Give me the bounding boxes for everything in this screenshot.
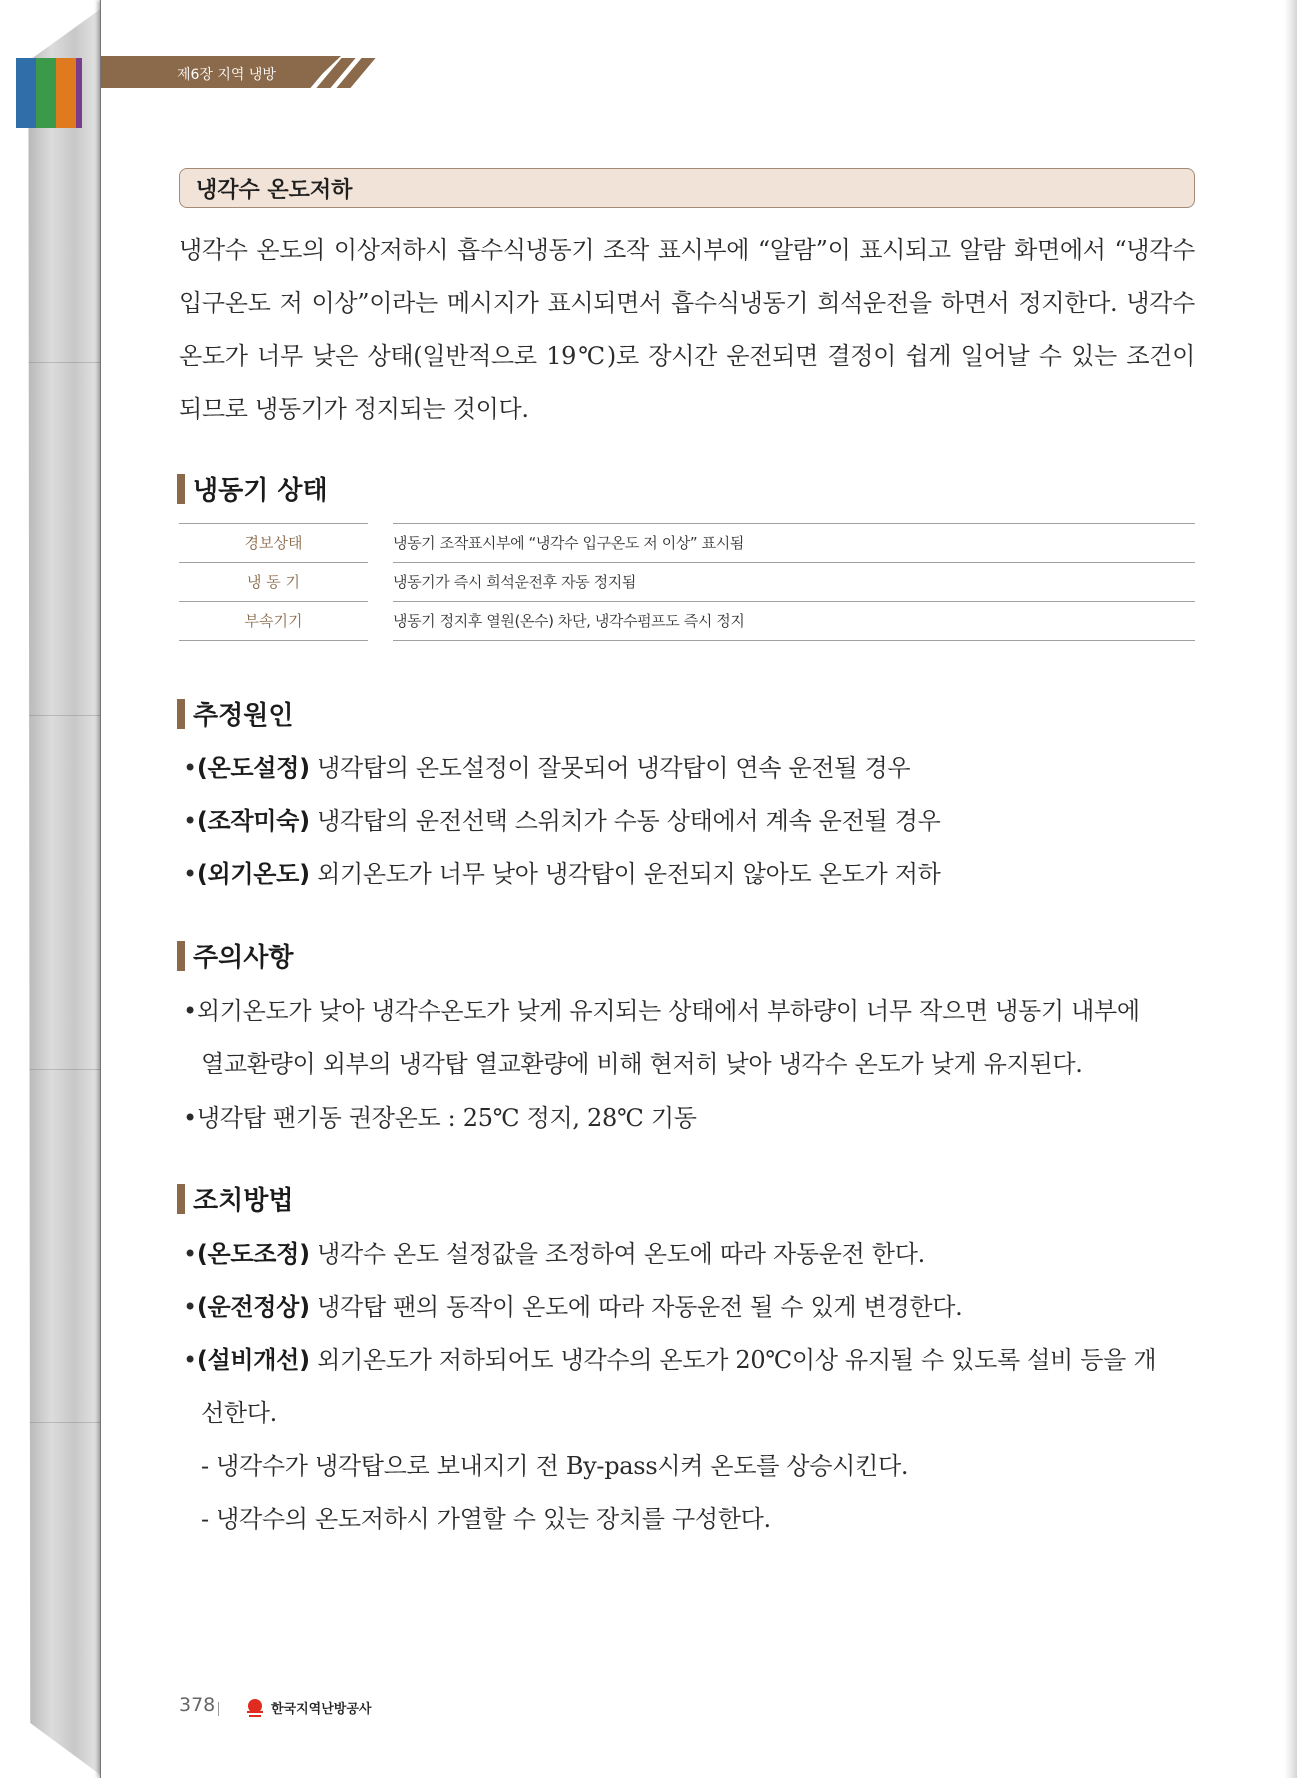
heading-chiller-status: 냉동기 상태 [177, 470, 328, 507]
table-row [179, 601, 1195, 640]
bullet-dot: • [183, 1293, 197, 1321]
bullet-dot: • [183, 860, 197, 888]
status-value: 냉동기 조작표시부에 “냉각수 입구온도 저 이상” 표시됨 [393, 523, 1195, 562]
kdhc-logo-icon [244, 1697, 266, 1719]
bullet-tag: (운전정상) [196, 1293, 310, 1321]
list-item [183, 1228, 1195, 1281]
bullet-tag: (온도조정) [196, 1240, 310, 1268]
bullet-dot: • [183, 754, 197, 782]
list-item [183, 1334, 1195, 1440]
status-label: 냉 동 기 [179, 562, 368, 601]
bullet-text: 냉각탑의 온도설정이 잘못되어 냉각탑이 연속 운전될 경우 [309, 754, 911, 782]
heading-countermeasures: 조치방법 [177, 1180, 293, 1217]
status-table [179, 523, 1195, 640]
document-page [100, 0, 1297, 1778]
table-rule [179, 640, 368, 641]
bullet-continuation: 열교환량이 외부의 냉각탑 열교환량에 비해 현저히 낮아 냉각수 온도가 낮게 유지된다. [201, 1050, 1083, 1078]
bullet-continuation: 선한다. [201, 1399, 277, 1427]
list-item [183, 1281, 1195, 1334]
bullet-text: 외기온도가 너무 낮아 냉각탑이 운전되지 않아도 온도가 저하 [309, 860, 941, 888]
heading-probable-causes: 추정원인 [177, 695, 293, 732]
organization-name: 한국지역난방공사 [271, 1702, 372, 1717]
bullet-dot: • [183, 1346, 197, 1374]
list-item [183, 795, 1195, 848]
list-item [183, 742, 1195, 795]
chapter-title: 제6장 지역 냉방 [177, 67, 276, 83]
bullet-tag: (조작미숙) [196, 807, 310, 835]
list-item [183, 1092, 1195, 1145]
bullet-text: 냉각수 온도 설정값을 조정하여 온도에 따라 자동운전 한다. [309, 1240, 925, 1268]
bullet-text: 냉각탑 팬기동 권장온도 : 25℃ 정지, 28℃ 기동 [196, 1104, 697, 1132]
bullet-dot: • [183, 1104, 197, 1132]
bullet-dot: • [183, 1240, 197, 1268]
table-row [179, 523, 1195, 562]
intro-paragraph: 냉각수 온도의 이상저하시 흡수식냉동기 조작 표시부에 “알람”이 표시되고 알람 화면에서 “냉각수 입구온도 저 이상”이라는 메시지가 표시되면서 흡수식냉동기 희석운전을 하면서 정지한다. 냉각수 온도가 너무 낮은 상태(일반적으로 19℃)로 장시간 운전되면 결정이 쉽게 일어날 수 있는 조건이 되므로 냉동기가 정지되는 것이다. [179, 236, 1195, 423]
status-value: 냉동기가 즉시 희석운전후 자동 정지됨 [393, 562, 1195, 601]
status-label: 부속기기 [179, 601, 368, 640]
bullet-tag: (외기온도) [196, 860, 310, 888]
bullet-dot: • [183, 807, 197, 835]
bullet-text: 냉각탑 팬의 동작이 온도에 따라 자동운전 될 수 있게 변경한다. [309, 1293, 963, 1321]
status-value: 냉동기 정지후 열원(온수) 차단, 냉각수펌프도 즉시 정지 [393, 601, 1195, 640]
bullet-text: 외기온도가 낮아 냉각수온도가 낮게 유지되는 상태에서 부하량이 너무 작으면 냉동기 내부에 [196, 997, 1140, 1025]
sub-item: - 냉각수가 냉각탑으로 보내지기 전 By-pass시켜 온도를 상승시킨다. [201, 1452, 909, 1480]
page-right-shadow [1284, 0, 1297, 1778]
section-title: 냉각수 온도저하 [196, 178, 353, 203]
list-item [183, 985, 1195, 1091]
bullet-tag: (온도설정) [196, 754, 310, 782]
table-row [179, 562, 1195, 601]
book-index-tabs [16, 58, 100, 128]
status-label: 경보상태 [179, 523, 368, 562]
footer-divider [218, 1702, 219, 1716]
page-number: 378 [179, 1694, 216, 1716]
heading-precautions: 주의사항 [177, 937, 293, 974]
book-page-stack [10, 8, 102, 1776]
bullet-text: 냉각탑의 운전선택 스위치가 수동 상태에서 계속 운전될 경우 [309, 807, 941, 835]
table-rule [393, 640, 1195, 641]
sub-item: - 냉각수의 온도저하시 가열할 수 있는 장치를 구성한다. [201, 1505, 771, 1533]
bullet-text: 외기온도가 저하되어도 냉각수의 온도가 20℃이상 유지될 수 있도록 설비 등을 개 [309, 1346, 1157, 1374]
bullet-dot: • [183, 997, 197, 1025]
list-item [183, 848, 1195, 901]
section-title-box [179, 168, 1195, 208]
bullet-tag: (설비개선) [196, 1346, 310, 1374]
